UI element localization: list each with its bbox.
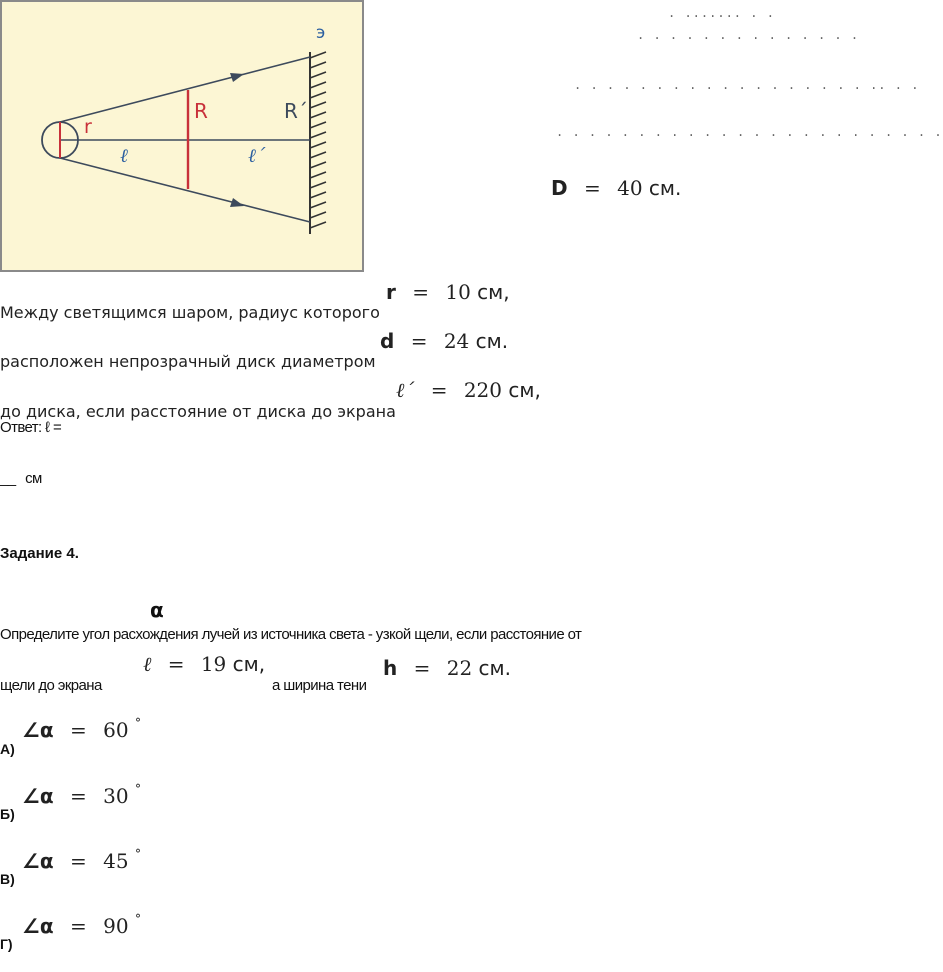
task-4-title: Задание 4. [0,545,79,562]
eq-unit: см, [477,280,510,304]
eq-unit: см, [508,378,541,402]
option-c-label[interactable]: В) [0,871,15,887]
eq-op: = [410,329,428,353]
label-r-prime: R´ [284,99,308,123]
screen-hatching [310,52,326,228]
angle-value: 30 [103,784,129,808]
label-screen: э [316,23,326,43]
degree-sign: ° [134,716,141,731]
eq-var: d [380,329,395,353]
label-r: r [84,116,92,138]
option-a-label[interactable]: А) [0,741,15,757]
upper-ray [60,57,310,122]
lower-arrow-icon [230,198,244,207]
angle-op: = [70,784,87,808]
dotted-line-1: . ....... . . [668,6,775,20]
degree-sign: ° [134,912,141,927]
equation-h [383,656,511,680]
task-4-line-1: Определите угол расхождения лучей из источника света - узкой щели, если расстояние от [0,626,582,643]
angle-value: 60 [103,718,129,742]
angle-op: = [70,849,87,873]
problem-line-3: до диска, если расстояние от диска до экрана [0,402,396,421]
equation-d [380,329,508,353]
unit-cm: см [25,470,42,487]
angle-symbol: ∠α [22,849,54,873]
eq-unit: см. [475,329,509,353]
angle-symbol: ∠α [22,784,54,808]
eq-op: = [167,652,185,676]
answer-label: Ответ: ℓ = [0,419,62,436]
angle-op: = [70,914,87,938]
option-b-label[interactable]: Б) [0,806,15,822]
option-b-angle [22,784,141,808]
problem-line-2: расположен непрозрачный диск диаметром [0,352,376,371]
equation-r [386,280,510,304]
eq-var: ℓ´ [396,378,415,402]
angle-op: = [70,718,87,742]
eq-var: h [383,656,398,680]
eq-value: 19 [200,652,227,676]
shadow-diagram [2,2,366,274]
eq-unit: см. [478,656,511,680]
equation-d-big [551,176,681,200]
answer-unit [0,470,42,487]
optics-figure [0,0,364,272]
task-4-line-2b: а ширина тени [272,677,367,694]
option-a-angle [22,718,141,742]
eq-unit: см, [232,652,266,676]
degree-sign: ° [134,782,141,797]
eq-op: = [430,378,448,402]
equation-l [143,652,265,677]
angle-value: 90 [103,914,129,938]
angle-symbol: ∠α [22,914,54,938]
answer-blank[interactable]: __ [0,470,16,487]
task-4-line-2a: щели до экрана [0,677,102,694]
problem-line-1: Между светящимся шаром, радиус которого [0,303,380,322]
eq-value: 24 [443,329,470,353]
eq-value: 22 [446,656,473,680]
eq-var: ℓ [143,652,152,676]
option-d-angle [22,914,141,938]
dotted-line-2: . . . . . . . . . . . . . . [637,28,860,42]
option-d-label[interactable]: Г) [0,936,13,952]
equation-l-prime [396,378,541,403]
eq-value: 10 [445,280,471,304]
eq-unit: см. [648,176,682,200]
label-l-prime: ℓ´ [248,145,266,167]
degree-sign: ° [134,847,141,862]
angle-value: 45 [103,849,129,873]
dotted-line-3: . . . . . . . . . . . . . . . . . . .. . . [574,78,920,92]
option-c-angle [22,849,141,873]
label-big-r: R [194,99,208,123]
angle-symbol: ∠α [22,718,54,742]
upper-arrow-icon [230,73,244,82]
alpha-symbol: α [150,598,164,622]
eq-var: D [551,176,568,200]
eq-var: r [386,280,396,304]
dotted-line-4: . . . . . . . . . . . . . . . . . . . . . . . . [556,125,943,139]
eq-op: = [412,280,429,304]
label-l: ℓ [120,145,128,167]
lower-ray [60,158,310,222]
eq-value: 40 [617,176,643,200]
eq-op: = [413,656,431,680]
eq-op: = [583,176,601,200]
eq-value: 220 [463,378,503,402]
